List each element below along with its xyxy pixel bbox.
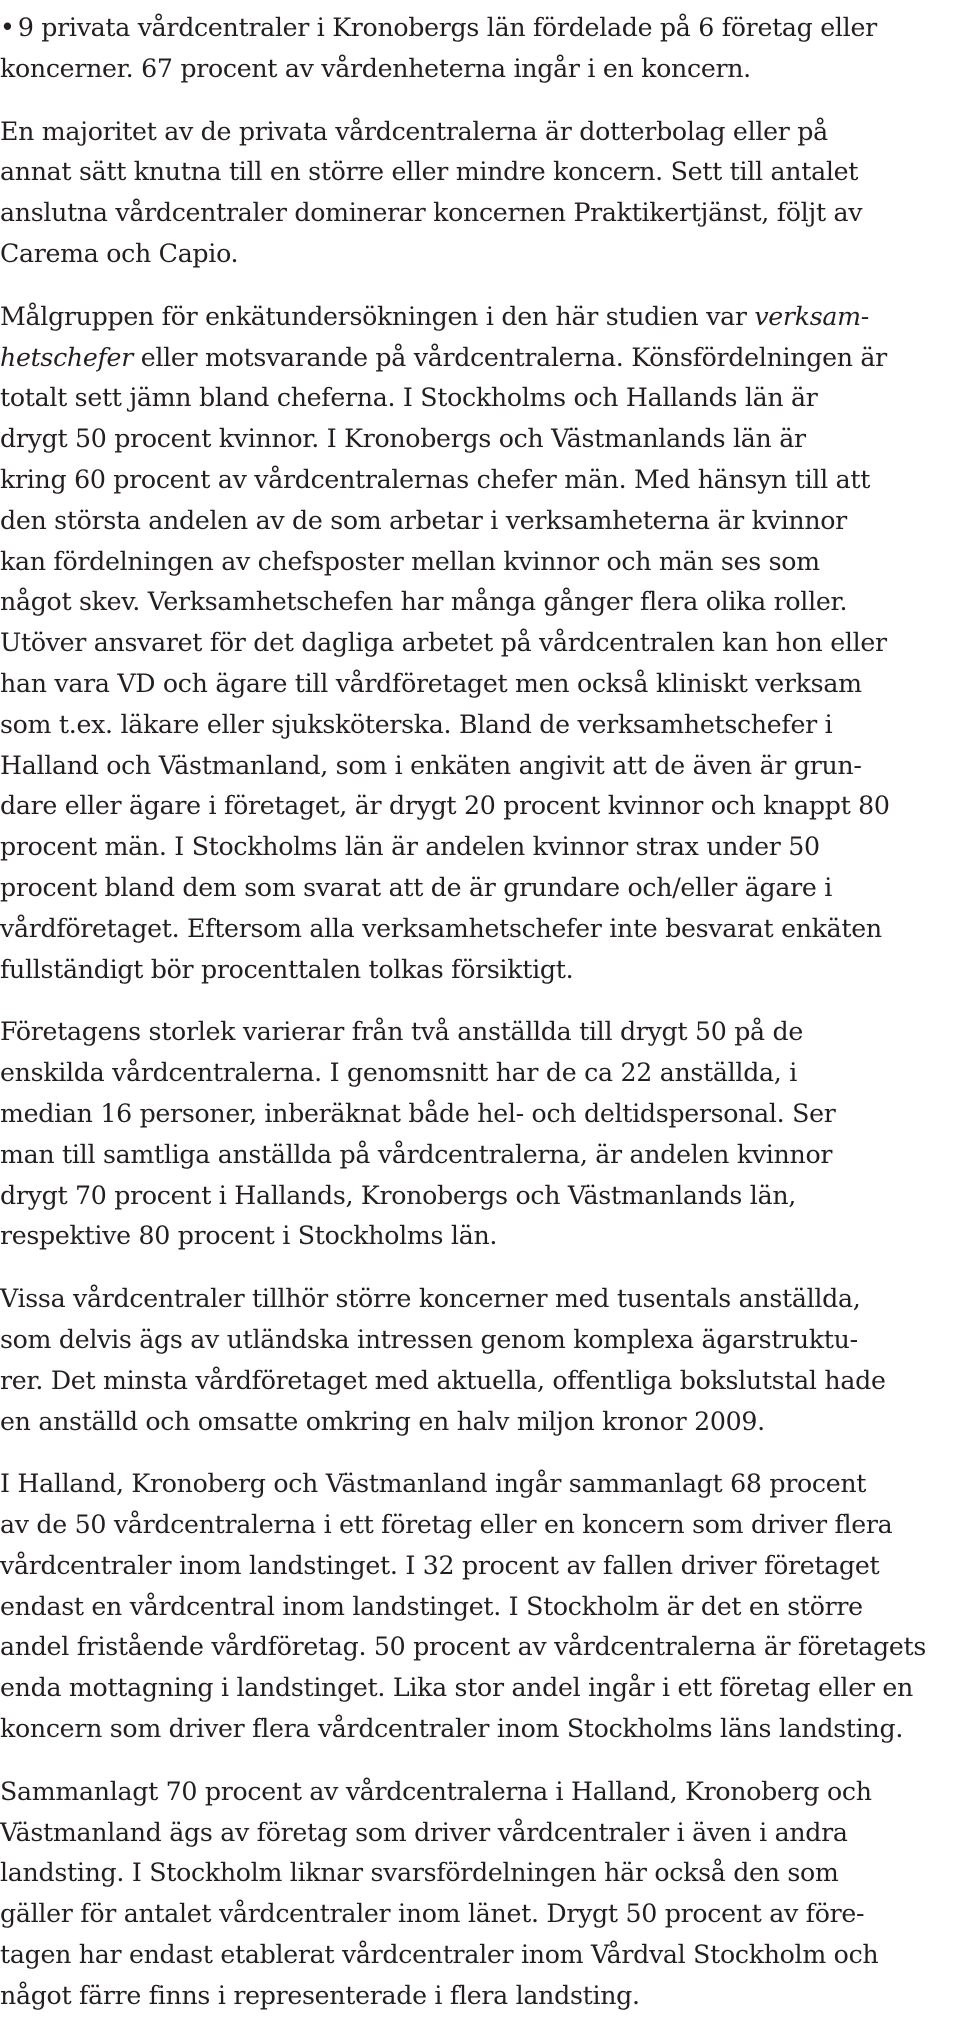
text-line: anslutna vårdcentraler dominerar koncernen Praktikertjänst, följt av: [0, 198, 863, 229]
text-line: endast en vårdcentral inom landstinget. I Stockholm är det en större: [0, 1591, 863, 1622]
text-line: respektive 80 procent i Stockholms län.: [0, 1221, 498, 1252]
text-line: Västmanland ägs av företag som driver vårdcentraler i även i andra: [0, 1817, 848, 1848]
text-line: annat sätt knutna till en större eller mindre koncern. Sett till antalet: [0, 157, 859, 188]
italic-term: hetschefer: [0, 342, 133, 373]
text-line: Sammanlagt 70 procent av vårdcentralerna i Halland, Kronoberg och: [0, 1776, 872, 1807]
text-line: vårdcentraler inom landstinget. I 32 procent av fallen driver företaget: [0, 1550, 880, 1581]
text-line: median 16 personer, inberäknat både hel- och deltidspersonal. Ser: [0, 1098, 836, 1129]
text-line: Företagens storlek varierar från två anställda till drygt 50 på de: [0, 1017, 804, 1048]
paragraph: [0, 112, 960, 275]
text-line: Vissa vårdcentraler tillhör större koncerner med tusentals anställda,: [0, 1284, 861, 1315]
text-line: den största andelen av de som arbetar i verksamheterna är kvinnor: [0, 505, 847, 536]
text-line: han vara VD och ägare till vårdföretaget men också kliniskt verksam: [0, 668, 862, 699]
text-line: En majoritet av de privata vårdcentralerna är dotterbolag eller på: [0, 116, 828, 147]
paragraph-gap: [0, 1442, 960, 1464]
text-line: enskilda vårdcentralerna. I genomsnitt har de ca 22 anställda, i: [0, 1058, 798, 1089]
text-line: rer. Det minsta vårdföretaget med aktuella, offentliga bokslutstal hade: [0, 1365, 886, 1396]
paragraph-gap: [0, 990, 960, 1012]
text-line: något färre finns i representerade i flera landsting.: [0, 1980, 640, 2011]
text-line: man till samtliga anställda på vårdcentralerna, är andelen kvinnor: [0, 1139, 833, 1170]
text-line: fullständigt bör procenttalen tolkas försiktigt.: [0, 954, 574, 985]
text-line: dare eller ägare i företaget, är drygt 20 procent kvinnor och knappt 80: [0, 791, 890, 822]
paragraph-gap: [0, 1257, 960, 1279]
bullet-icon: •: [0, 13, 15, 43]
text-line: drygt 70 procent i Hallands, Kronobergs och Västmanlands län,: [0, 1180, 797, 1211]
text-line: en anställd och omsatte omkring en halv miljon kronor 2009.: [0, 1406, 765, 1437]
paragraph: [0, 297, 960, 991]
text-line: procent män. I Stockholms län är andelen kvinnor strax under 50: [0, 832, 820, 863]
text-line: som delvis ägs av utländska intressen genom komplexa ägarstruktu-: [0, 1324, 858, 1355]
text-line: hetschefer eller motsvarande på vårdcentralerna. Könsfördelningen är: [0, 342, 887, 373]
text-line: något skev. Verksamhetschefen har många gånger flera olika roller.: [0, 587, 848, 618]
paragraph: [0, 1772, 960, 2017]
text-line: kring 60 procent av vårdcentralernas chefer män. Med hänsyn till att: [0, 464, 871, 495]
bullet-item: [0, 8, 960, 90]
paragraph: [0, 1012, 960, 1257]
text-line: enda mottagning i landstinget. Lika stor andel ingår i ett företag eller en: [0, 1673, 913, 1704]
text-line: kan fördelningen av chefsposter mellan kvinnor och män ses som: [0, 546, 820, 577]
text-line: koncerner. 67 procent av vårdenheterna ingår i en koncern.: [0, 53, 751, 84]
text-line: Halland och Västmanland, som i enkäten angivit att de även är grun-: [0, 750, 862, 781]
text-line: landsting. I Stockholm liknar svarsfördelningen här också den som: [0, 1858, 839, 1889]
text-line: andel fristående vårdföretag. 50 procent av vårdcentralerna är företagets: [0, 1632, 926, 1663]
text-line: I Halland, Kronoberg och Västmanland ingår sammanlagt 68 procent: [0, 1469, 867, 1500]
paragraph: [0, 1464, 960, 1750]
italic-term: verksam-: [754, 301, 869, 332]
text-line: tagen har endast etablerat vårdcentraler inom Vårdval Stockholm och: [0, 1940, 879, 1971]
text-line: procent bland dem som svarat att de är grundare och/eller ägare i: [0, 872, 832, 903]
paragraph-gap: [0, 1750, 960, 1772]
text-line: Målgruppen för enkätundersökningen i den här studien var verksam-: [0, 301, 869, 332]
text-line: gäller för antalet vårdcentraler inom länet. Drygt 50 procent av före-: [0, 1899, 865, 1930]
text-line: koncern som driver flera vårdcentraler inom Stockholms läns landsting.: [0, 1714, 904, 1745]
paragraph-gap: [0, 275, 960, 297]
paragraph: [0, 1279, 960, 1442]
text-line: vårdföretaget. Eftersom alla verksamhetschefer inte besvarat enkäten: [0, 913, 882, 944]
text-line: totalt sett jämn bland cheferna. I Stockholms och Hallands län är: [0, 383, 818, 414]
text-line: • 9 privata vårdcentraler i Kronobergs län fördelade på 6 företag eller: [0, 8, 950, 49]
text-line: Carema och Capio.: [0, 238, 239, 269]
text-line: som t.ex. läkare eller sjuksköterska. Bland de verksamhetschefer i: [0, 709, 833, 740]
paragraph-gap: [0, 90, 960, 112]
text-line: av de 50 vårdcentralerna i ett företag eller en koncern som driver flera: [0, 1510, 893, 1541]
text-line: drygt 50 procent kvinnor. I Kronobergs och Västmanlands län är: [0, 424, 806, 455]
text-line: Utöver ansvaret för det dagliga arbetet på vårdcentralen kan hon eller: [0, 628, 887, 659]
